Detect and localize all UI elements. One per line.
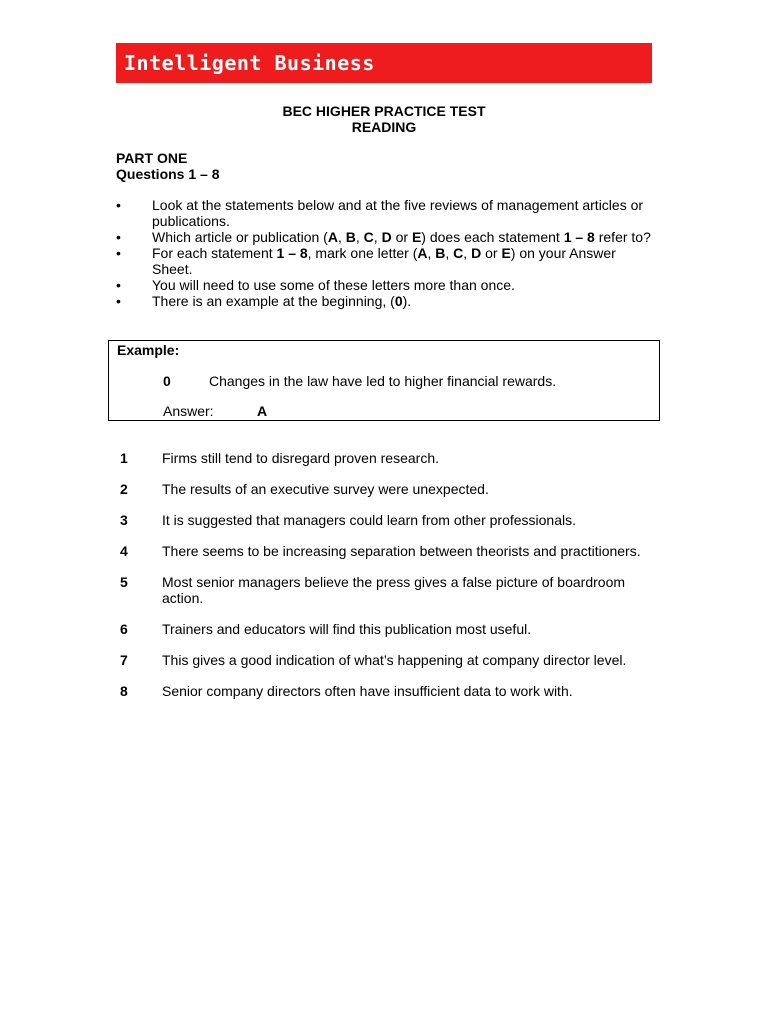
question-item <box>120 543 660 559</box>
questions-range: Questions 1 – 8 <box>116 166 220 182</box>
test-heading <box>116 103 652 135</box>
question-number: 2 <box>120 481 128 497</box>
part-heading <box>116 150 219 182</box>
question-text: There seems to be increasing separation between theorists and practitioners. <box>162 543 641 559</box>
question-text: Most senior managers believe the press gives a false picture of boardroom action. <box>162 574 626 606</box>
instruction-item <box>116 293 656 309</box>
example-number: 0 <box>163 373 171 389</box>
instruction-item <box>116 245 656 277</box>
instruction-text-part: There is an example at the beginning, ( <box>152 293 395 309</box>
question-text: It is suggested that managers could learn from other professionals. <box>162 512 576 528</box>
example-label: Example: <box>117 342 180 358</box>
questions-list <box>120 450 660 714</box>
letter-option: B <box>345 229 356 245</box>
instruction-text-part: or <box>391 229 412 245</box>
statement-range: 1 – 8 <box>563 229 595 245</box>
question-text: This gives a good indication of what’s happening at company director level. <box>162 652 627 668</box>
bullet-icon: • <box>116 197 121 213</box>
bullet-icon: • <box>116 293 121 309</box>
instruction-text: You will need to use some of these letters more than once. <box>152 277 515 293</box>
letter-option: D <box>381 229 392 245</box>
brand-banner <box>116 43 652 83</box>
question-text: Firms still tend to disregard proven research. <box>162 450 439 466</box>
instruction-text-part: ) on your Answer Sheet. <box>152 245 616 277</box>
instruction-text-part: ). <box>402 293 412 309</box>
letter-option: D <box>471 245 482 261</box>
question-item <box>120 450 660 466</box>
letter-option: E <box>501 245 511 261</box>
question-number: 1 <box>120 450 128 466</box>
instruction-text-part: ) does each statement <box>421 229 564 245</box>
instructions-list <box>116 197 656 309</box>
instruction-text-part: Which article or publication ( <box>152 229 328 245</box>
question-item <box>120 481 660 497</box>
question-item <box>120 574 660 606</box>
instruction-text-part: , mark one letter ( <box>307 245 418 261</box>
letter-option: A <box>417 245 428 261</box>
test-subtitle: READING <box>351 119 417 135</box>
example-number-ref: 0 <box>394 293 403 309</box>
instruction-item <box>116 197 656 229</box>
example-statement: Changes in the law have led to higher financial rewards. <box>209 373 557 389</box>
question-number: 4 <box>120 543 128 559</box>
test-title: BEC HIGHER PRACTICE TEST <box>282 103 486 119</box>
example-box <box>108 340 660 421</box>
question-number: 5 <box>120 574 128 590</box>
question-item <box>120 652 660 668</box>
instruction-item <box>116 277 656 293</box>
instruction-text-part: , <box>427 245 436 261</box>
instruction-text-part: refer to? <box>594 229 651 245</box>
question-item <box>120 512 660 528</box>
instruction-item <box>116 229 656 245</box>
brand-title: Intelligent Business <box>124 51 375 75</box>
part-title: PART ONE <box>116 150 188 166</box>
question-item <box>120 683 660 699</box>
question-text: The results of an executive survey were unexpected. <box>162 481 489 497</box>
bullet-icon: • <box>116 277 121 293</box>
letter-option: A <box>327 229 338 245</box>
bullet-icon: • <box>116 245 121 261</box>
bullet-icon: • <box>116 229 121 245</box>
instruction-text-part: , <box>373 229 382 245</box>
letter-option: B <box>435 245 446 261</box>
instruction-text-part: , <box>463 245 472 261</box>
question-number: 3 <box>120 512 128 528</box>
instruction-text-part: For each statement <box>152 245 277 261</box>
instruction-text-part: , <box>355 229 364 245</box>
example-answer-value: A <box>257 403 268 419</box>
question-text: Senior company directors often have insufficient data to work with. <box>162 683 573 699</box>
example-answer-label: Answer: <box>163 403 214 419</box>
letter-option: E <box>411 229 422 245</box>
question-number: 8 <box>120 683 128 699</box>
instruction-text-part: , <box>337 229 346 245</box>
question-number: 7 <box>120 652 128 668</box>
letter-option: C <box>453 245 464 261</box>
question-number: 6 <box>120 621 128 637</box>
letter-option: C <box>363 229 374 245</box>
question-text: Trainers and educators will find this publication most useful. <box>162 621 532 637</box>
statement-range: 1 – 8 <box>276 245 308 261</box>
instruction-text: Look at the statements below and at the five reviews of management articles or publications. <box>152 197 644 229</box>
question-item <box>120 621 660 637</box>
instruction-text-part: or <box>481 245 502 261</box>
instruction-text-part: , <box>445 245 454 261</box>
